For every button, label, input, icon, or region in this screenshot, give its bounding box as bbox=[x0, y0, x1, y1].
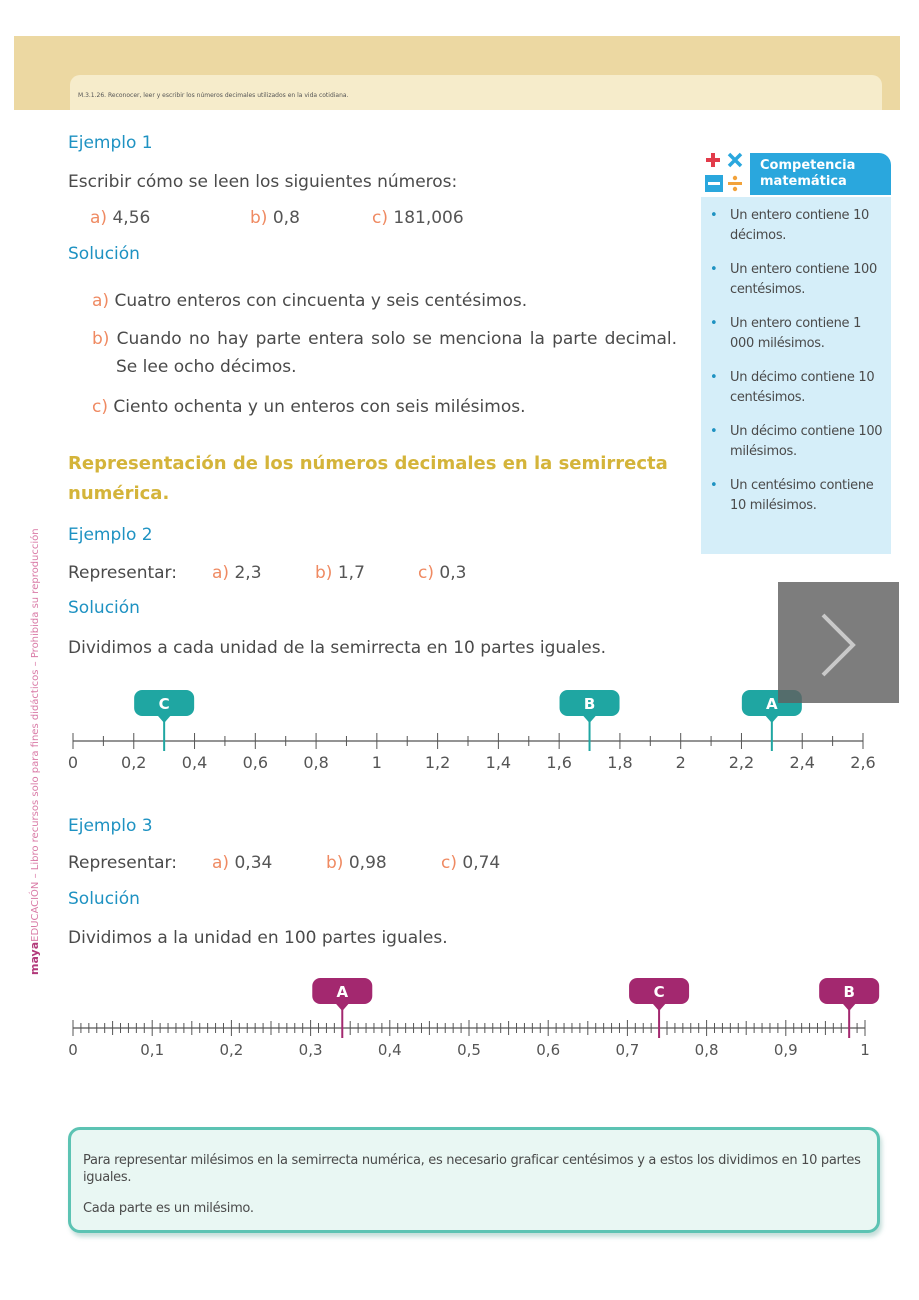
marker-label: A bbox=[336, 983, 349, 1001]
option-label: b) bbox=[250, 208, 268, 228]
tip-box bbox=[68, 1127, 880, 1233]
option-label: c) bbox=[372, 208, 388, 228]
tip-line2: Cada parte es un milésimo. bbox=[83, 1201, 254, 1216]
tick-label: 0,4 bbox=[377, 1041, 402, 1059]
competencia-item: • Un entero contiene 100 centésimos. bbox=[708, 260, 886, 300]
tick-label: 1 bbox=[371, 753, 382, 772]
option-label: b) bbox=[315, 563, 333, 583]
option-value: 0,98 bbox=[348, 853, 387, 873]
option-label: a) bbox=[212, 563, 230, 583]
option-value: 1,7 bbox=[337, 563, 365, 583]
competencia-item: • Un décimo contiene 100 milésimos. bbox=[708, 422, 886, 462]
example3-title: Ejemplo 3 bbox=[68, 816, 153, 836]
tip-line1: Para representar milésimos en la semirrecta numérica, es necesario graficar centésimos y a estos los dividimos en 10 partes iguales. bbox=[83, 1153, 861, 1185]
answer-text: Ciento ochenta y un enteros con seis milésimos. bbox=[113, 397, 526, 417]
example1-prompt: Escribir cómo se leen los siguientes números: bbox=[68, 172, 458, 192]
example3-solution-title: Solución bbox=[68, 889, 140, 909]
competencia-item: • Un centésimo contiene 10 milésimos. bbox=[708, 476, 886, 516]
competencia-item: • Un entero contiene 10 décimos. bbox=[708, 206, 886, 246]
marker-label: C bbox=[653, 983, 665, 1001]
tick-label: 0,3 bbox=[298, 1041, 323, 1059]
option-value: 0,3 bbox=[439, 563, 467, 583]
section-title: Representación de los números decimales en la semirrecta numérica. bbox=[68, 453, 668, 504]
option-value: 0,34 bbox=[234, 853, 273, 873]
tick-label: 0 bbox=[68, 1041, 78, 1059]
tick-label: 1,2 bbox=[424, 753, 451, 772]
example2-text: Dividimos a cada unidad de la semirrecta en 10 partes iguales. bbox=[68, 638, 607, 658]
marker-label: B bbox=[843, 983, 855, 1001]
option-value: 181,006 bbox=[393, 208, 464, 228]
answer-text: Cuatro enteros con cincuenta y seis centésimos. bbox=[114, 291, 528, 311]
point-marker-a bbox=[312, 978, 372, 1038]
answer-text: Cuando no hay parte entera solo se menciona la parte decimal. Se lee ocho décimos. bbox=[116, 329, 678, 377]
answer-label: b) bbox=[92, 329, 110, 349]
answer-label: a) bbox=[92, 291, 110, 311]
competencia-header bbox=[750, 153, 891, 195]
tick-label: 0,2 bbox=[219, 1041, 244, 1059]
example3-text: Dividimos a la unidad en 100 partes iguales. bbox=[68, 928, 448, 948]
standard-text: M.3.1.26. Reconocer, leer y escribir los números decimales utilizados en la vida cotidiana. bbox=[78, 92, 349, 99]
competencia-title-line2: matemática bbox=[760, 174, 847, 189]
tick-label: 0,9 bbox=[773, 1041, 798, 1059]
tick-label: 1 bbox=[860, 1041, 870, 1059]
option-label: a) bbox=[212, 853, 230, 873]
tick-label: 2,6 bbox=[850, 753, 876, 772]
side-credit-text: EDUCACIÓN – Libro recursos solo para fines didácticos – Prohibida su reproducción bbox=[30, 528, 41, 942]
tick-label: 0,8 bbox=[694, 1041, 719, 1059]
point-marker-c bbox=[629, 978, 689, 1038]
example2-solution-title: Solución bbox=[68, 598, 140, 618]
brand-logo: maya bbox=[28, 941, 41, 975]
tick-label: 0,7 bbox=[615, 1041, 640, 1059]
option-value: 0,74 bbox=[462, 853, 501, 873]
example3-prompt: Representar: bbox=[68, 853, 177, 873]
example1-title: Ejemplo 1 bbox=[68, 133, 153, 153]
tick-label: 0,6 bbox=[242, 753, 269, 772]
tick-label: 1,6 bbox=[546, 753, 572, 772]
answer-label: c) bbox=[92, 397, 108, 417]
point-marker-b bbox=[819, 978, 879, 1038]
math-operations-icon bbox=[701, 148, 749, 196]
marker-label: A bbox=[766, 695, 778, 713]
competencia-item: • Un entero contiene 1 000 milésimos. bbox=[708, 314, 886, 354]
tick-label: 0,2 bbox=[121, 753, 147, 772]
tick-label: 0,8 bbox=[303, 753, 329, 772]
option-label: c) bbox=[441, 853, 457, 873]
option-value: 4,56 bbox=[112, 208, 151, 228]
tick-label: 2,4 bbox=[789, 753, 815, 772]
tick-label: 2,2 bbox=[728, 753, 755, 772]
example1-solution-title: Solución bbox=[68, 244, 140, 264]
next-page-button[interactable] bbox=[778, 582, 899, 703]
tick-label: 0,6 bbox=[536, 1041, 561, 1059]
competencia-item: • Un décimo contiene 10 centésimos. bbox=[708, 368, 886, 408]
option-label: a) bbox=[90, 208, 108, 228]
option-value: 0,8 bbox=[272, 208, 300, 228]
option-label: c) bbox=[418, 563, 434, 583]
example2-title: Ejemplo 2 bbox=[68, 525, 153, 545]
chevron-right-icon bbox=[778, 582, 899, 703]
marker-label: B bbox=[583, 695, 596, 713]
tick-label: 2 bbox=[675, 753, 686, 772]
tick-label: 1,8 bbox=[607, 753, 633, 772]
option-label: b) bbox=[326, 853, 344, 873]
tick-label: 0,4 bbox=[181, 753, 208, 772]
tick-label: 0,5 bbox=[457, 1041, 481, 1059]
tick-label: 0 bbox=[67, 753, 79, 772]
tick-label: 0,1 bbox=[140, 1041, 165, 1059]
tick-label: 1,4 bbox=[485, 753, 512, 772]
competencia-list bbox=[708, 206, 886, 530]
option-value: 2,3 bbox=[234, 563, 262, 583]
example2-prompt: Representar: bbox=[68, 563, 177, 583]
competencia-title-line1: Competencia bbox=[760, 158, 856, 173]
marker-label: C bbox=[158, 695, 170, 713]
